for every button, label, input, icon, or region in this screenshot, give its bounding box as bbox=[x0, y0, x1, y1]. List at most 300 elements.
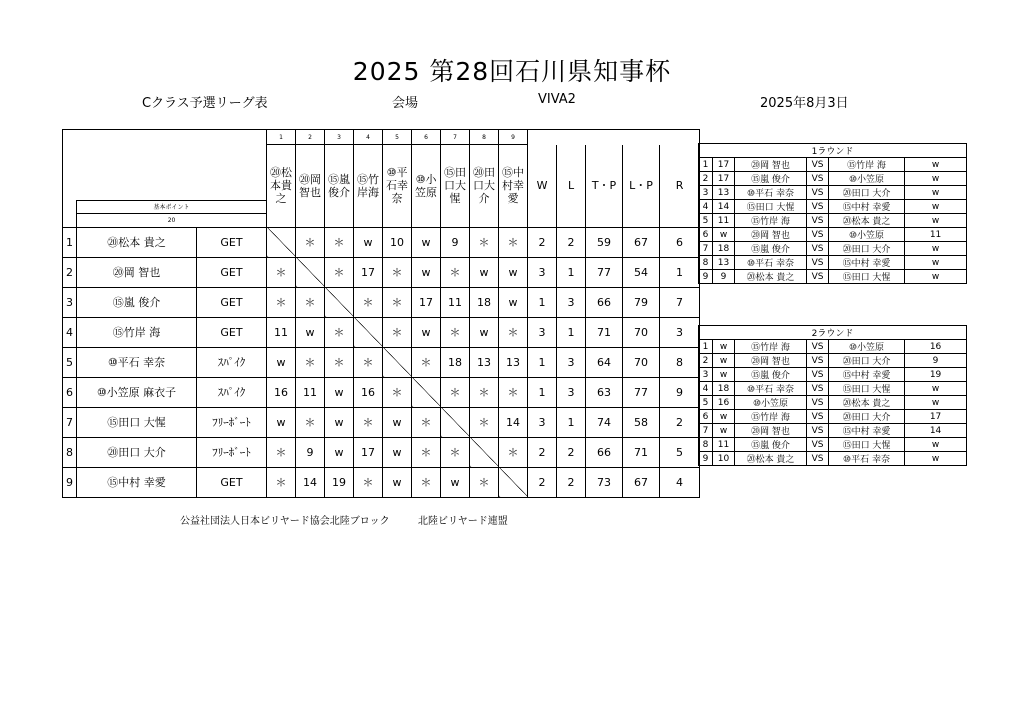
match-res: w bbox=[905, 256, 967, 270]
diagonal-cell bbox=[499, 467, 528, 497]
match-p1: ⑩平石 幸奈 bbox=[735, 256, 807, 270]
result-cell: w bbox=[499, 257, 528, 287]
player-row bbox=[63, 407, 700, 437]
match-no: 9 bbox=[699, 452, 713, 466]
player-index: 7 bbox=[63, 407, 77, 437]
match-res: w bbox=[905, 186, 967, 200]
opponent-header: ⑳田口大介 bbox=[470, 145, 499, 228]
match-vs: VS bbox=[807, 340, 829, 354]
match-p1: ⑮田口 大惺 bbox=[735, 200, 807, 214]
result-cell: 18 bbox=[441, 347, 470, 377]
match-p2: ⑳松本 貴之 bbox=[829, 214, 905, 228]
player-name: ⑳田口 大介 bbox=[77, 437, 197, 467]
result-cell: ＊ bbox=[296, 407, 325, 437]
result-cell: ＊ bbox=[267, 287, 296, 317]
result-cell: 14 bbox=[296, 467, 325, 497]
match-res: w bbox=[905, 382, 967, 396]
result-cell: w bbox=[412, 317, 441, 347]
match-no: 4 bbox=[699, 200, 713, 214]
player-team: GET bbox=[197, 287, 267, 317]
player-name: ⑩小笠原 麻衣子 bbox=[77, 377, 197, 407]
match-no: 5 bbox=[699, 396, 713, 410]
player-team: ｽﾊﾟｲｸ bbox=[197, 377, 267, 407]
player-index: 6 bbox=[63, 377, 77, 407]
diagonal-cell bbox=[354, 317, 383, 347]
match-vs: VS bbox=[807, 228, 829, 242]
match-vs: VS bbox=[807, 452, 829, 466]
footer-org-block: 公益社団法人日本ビリヤード協会北陸ブロック bbox=[180, 516, 390, 527]
player-index: 2 bbox=[63, 257, 77, 287]
class-label: Cクラス予選リーグ表 bbox=[142, 96, 268, 111]
match-row bbox=[699, 410, 967, 424]
result-cell: ＊ bbox=[499, 317, 528, 347]
match-vs: VS bbox=[807, 410, 829, 424]
match-p1: ⑮嵐 俊介 bbox=[735, 368, 807, 382]
result-cell: w bbox=[325, 437, 354, 467]
header-corner bbox=[63, 130, 267, 145]
match-vs: VS bbox=[807, 158, 829, 172]
result-cell: ＊ bbox=[354, 347, 383, 377]
stat-r: 8 bbox=[660, 347, 700, 377]
match-vs: VS bbox=[807, 368, 829, 382]
match-row bbox=[699, 396, 967, 410]
match-p2: ⑮竹岸 海 bbox=[829, 158, 905, 172]
match-no: 2 bbox=[699, 354, 713, 368]
match-vs: VS bbox=[807, 186, 829, 200]
player-name: ⑳松本 貴之 bbox=[77, 227, 197, 257]
match-row bbox=[699, 340, 967, 354]
match-vs: VS bbox=[807, 354, 829, 368]
stat-r: 1 bbox=[660, 257, 700, 287]
player-index: 1 bbox=[63, 227, 77, 257]
match-res: 9 bbox=[905, 354, 967, 368]
match-p2: ⑳松本 貴之 bbox=[829, 396, 905, 410]
round-2-table bbox=[698, 325, 967, 466]
match-p2: ⑳田口 大介 bbox=[829, 242, 905, 256]
match-res: w bbox=[905, 200, 967, 214]
col-index: 6 bbox=[412, 130, 441, 145]
col-index: 3 bbox=[325, 130, 354, 145]
player-team: GET bbox=[197, 317, 267, 347]
match-no: 9 bbox=[699, 270, 713, 284]
diagonal-cell bbox=[470, 437, 499, 467]
result-cell: ＊ bbox=[296, 227, 325, 257]
result-cell: ＊ bbox=[296, 287, 325, 317]
result-cell: 16 bbox=[267, 377, 296, 407]
result-cell: 17 bbox=[412, 287, 441, 317]
opponent-header: ⑳岡智也 bbox=[296, 145, 325, 228]
result-cell: ＊ bbox=[267, 257, 296, 287]
match-p2: ⑮中村 幸愛 bbox=[829, 256, 905, 270]
result-cell: ＊ bbox=[441, 437, 470, 467]
result-cell: ＊ bbox=[296, 347, 325, 377]
result-cell: ＊ bbox=[325, 257, 354, 287]
match-no: 7 bbox=[699, 242, 713, 256]
match-p2: ⑮中村 幸愛 bbox=[829, 200, 905, 214]
player-index: 9 bbox=[63, 467, 77, 497]
result-cell: ＊ bbox=[354, 287, 383, 317]
stat-lp: 67 bbox=[623, 467, 660, 497]
col-index: 8 bbox=[470, 130, 499, 145]
result-cell: ＊ bbox=[383, 287, 412, 317]
match-p2: ⑳田口 大介 bbox=[829, 354, 905, 368]
match-res: w bbox=[905, 438, 967, 452]
match-table: w bbox=[713, 410, 735, 424]
stat-lp: 58 bbox=[623, 407, 660, 437]
result-cell: ＊ bbox=[354, 467, 383, 497]
player-row bbox=[63, 317, 700, 347]
stat-tp: 74 bbox=[586, 407, 623, 437]
match-p1: ⑳岡 智也 bbox=[735, 354, 807, 368]
stat-w: 3 bbox=[528, 407, 557, 437]
match-vs: VS bbox=[807, 200, 829, 214]
result-cell: ＊ bbox=[441, 257, 470, 287]
match-res: 19 bbox=[905, 368, 967, 382]
page-title: 2025 第28回石川県知事杯 bbox=[352, 57, 672, 86]
result-cell: 13 bbox=[470, 347, 499, 377]
player-name: ⑮竹岸 海 bbox=[77, 317, 197, 347]
match-vs: VS bbox=[807, 214, 829, 228]
stat-w: 3 bbox=[528, 257, 557, 287]
stat-r: 3 bbox=[660, 317, 700, 347]
stat-r: 7 bbox=[660, 287, 700, 317]
result-cell: w bbox=[325, 377, 354, 407]
stat-tp: 66 bbox=[586, 287, 623, 317]
match-p2: ⑩平石 幸奈 bbox=[829, 452, 905, 466]
col-index: 1 bbox=[267, 130, 296, 145]
match-p2: ⑩小笠原 bbox=[829, 228, 905, 242]
player-index: 8 bbox=[63, 437, 77, 467]
player-team: ﾌﾘｰﾎﾞｰﾄ bbox=[197, 407, 267, 437]
opponent-header: ⑮中村幸愛 bbox=[499, 145, 528, 228]
result-cell: 14 bbox=[499, 407, 528, 437]
match-p2: ⑳田口 大介 bbox=[829, 186, 905, 200]
result-cell: 16 bbox=[354, 377, 383, 407]
player-name: ⑳岡 智也 bbox=[77, 257, 197, 287]
stat-l: 2 bbox=[557, 467, 586, 497]
stat-r: 2 bbox=[660, 407, 700, 437]
match-p2: ⑩小笠原 bbox=[829, 172, 905, 186]
match-table: 16 bbox=[713, 396, 735, 410]
stat-l: 2 bbox=[557, 437, 586, 467]
match-vs: VS bbox=[807, 242, 829, 256]
match-res: 14 bbox=[905, 424, 967, 438]
col-index: 2 bbox=[296, 130, 325, 145]
player-index: 5 bbox=[63, 347, 77, 377]
match-table: w bbox=[713, 368, 735, 382]
opponent-header: ⑳松本貴之 bbox=[267, 145, 296, 228]
match-vs: VS bbox=[807, 382, 829, 396]
match-row bbox=[699, 452, 967, 466]
match-p1: ⑩平石 幸奈 bbox=[735, 382, 807, 396]
match-row bbox=[699, 228, 967, 242]
match-table: 10 bbox=[713, 452, 735, 466]
stat-l: 2 bbox=[557, 227, 586, 257]
result-cell: ＊ bbox=[267, 467, 296, 497]
stat-l: 1 bbox=[557, 317, 586, 347]
match-row bbox=[699, 214, 967, 228]
round-title: 2ラウンド bbox=[699, 326, 967, 340]
result-cell: ＊ bbox=[412, 467, 441, 497]
stat-lp: 67 bbox=[623, 227, 660, 257]
player-team: GET bbox=[197, 257, 267, 287]
player-name: ⑮嵐 俊介 bbox=[77, 287, 197, 317]
match-vs: VS bbox=[807, 424, 829, 438]
match-row bbox=[699, 172, 967, 186]
result-cell: 9 bbox=[441, 227, 470, 257]
match-p1: ⑮竹岸 海 bbox=[735, 410, 807, 424]
player-team: GET bbox=[197, 227, 267, 257]
result-cell: w bbox=[383, 437, 412, 467]
player-name: ⑩平石 幸奈 bbox=[77, 347, 197, 377]
result-cell: ＊ bbox=[412, 407, 441, 437]
match-p1: ⑮嵐 俊介 bbox=[735, 172, 807, 186]
match-vs: VS bbox=[807, 172, 829, 186]
match-res: w bbox=[905, 270, 967, 284]
match-no: 3 bbox=[699, 186, 713, 200]
match-p2: ⑩小笠原 bbox=[829, 340, 905, 354]
result-cell: w bbox=[383, 407, 412, 437]
match-no: 4 bbox=[699, 382, 713, 396]
header-corner-blank bbox=[63, 145, 267, 201]
match-vs: VS bbox=[807, 256, 829, 270]
stat-l: 3 bbox=[557, 377, 586, 407]
stat-w: 1 bbox=[528, 377, 557, 407]
result-cell: w bbox=[441, 467, 470, 497]
match-p2: ⑳田口 大介 bbox=[829, 410, 905, 424]
match-table: 18 bbox=[713, 382, 735, 396]
result-cell: ＊ bbox=[470, 467, 499, 497]
match-res: w bbox=[905, 158, 967, 172]
stat-l: 3 bbox=[557, 287, 586, 317]
stat-lp: 54 bbox=[623, 257, 660, 287]
result-cell: 10 bbox=[383, 227, 412, 257]
result-cell: ＊ bbox=[470, 407, 499, 437]
result-cell: ＊ bbox=[325, 317, 354, 347]
stat-w: 2 bbox=[528, 467, 557, 497]
opponent-header: ⑩小笠原 bbox=[412, 145, 441, 228]
col-index: 7 bbox=[441, 130, 470, 145]
footer-org-federation: 北陸ビリヤード連盟 bbox=[417, 516, 508, 527]
match-vs: VS bbox=[807, 270, 829, 284]
venue-label: 会場 bbox=[392, 96, 419, 111]
match-no: 8 bbox=[699, 438, 713, 452]
match-row bbox=[699, 186, 967, 200]
diagonal-cell bbox=[412, 377, 441, 407]
match-table: 11 bbox=[713, 438, 735, 452]
match-p1: ⑳松本 貴之 bbox=[735, 452, 807, 466]
match-res: w bbox=[905, 396, 967, 410]
diagonal-cell bbox=[296, 257, 325, 287]
match-res: 17 bbox=[905, 410, 967, 424]
result-cell: ＊ bbox=[470, 377, 499, 407]
stat-tp: 73 bbox=[586, 467, 623, 497]
result-cell: ＊ bbox=[267, 437, 296, 467]
result-cell: 13 bbox=[499, 347, 528, 377]
result-cell: ＊ bbox=[412, 347, 441, 377]
match-p1: ⑮嵐 俊介 bbox=[735, 438, 807, 452]
match-no: 6 bbox=[699, 410, 713, 424]
result-cell: ＊ bbox=[383, 257, 412, 287]
player-team: ｽﾊﾟｲｸ bbox=[197, 347, 267, 377]
result-cell: w bbox=[267, 347, 296, 377]
col-index: 5 bbox=[383, 130, 412, 145]
match-p2: ⑮中村 幸愛 bbox=[829, 424, 905, 438]
player-row bbox=[63, 287, 700, 317]
diagonal-cell bbox=[325, 287, 354, 317]
stat-tp: 64 bbox=[586, 347, 623, 377]
match-table: 17 bbox=[713, 158, 735, 172]
round-title: 1ラウンド bbox=[699, 144, 967, 158]
match-p1: ⑩小笠原 bbox=[735, 396, 807, 410]
stat-lp: 70 bbox=[623, 317, 660, 347]
match-row bbox=[699, 270, 967, 284]
opponent-header: ⑮竹岸海 bbox=[354, 145, 383, 228]
stat-r: 6 bbox=[660, 227, 700, 257]
opponent-header: ⑮田口大惺 bbox=[441, 145, 470, 228]
match-no: 1 bbox=[699, 158, 713, 172]
match-row bbox=[699, 256, 967, 270]
match-table: 9 bbox=[713, 270, 735, 284]
match-no: 3 bbox=[699, 368, 713, 382]
match-p1: ⑮嵐 俊介 bbox=[735, 242, 807, 256]
result-cell: w bbox=[267, 407, 296, 437]
match-no: 5 bbox=[699, 214, 713, 228]
result-cell: w bbox=[499, 287, 528, 317]
stat-header: L・P bbox=[623, 145, 660, 228]
result-cell: w bbox=[470, 257, 499, 287]
stat-tp: 66 bbox=[586, 437, 623, 467]
match-p1: ⑳松本 貴之 bbox=[735, 270, 807, 284]
match-table: w bbox=[713, 228, 735, 242]
player-row bbox=[63, 347, 700, 377]
match-table: w bbox=[713, 424, 735, 438]
event-date: 2025年8月3日 bbox=[760, 96, 849, 111]
stat-w: 2 bbox=[528, 437, 557, 467]
result-cell: 11 bbox=[267, 317, 296, 347]
stat-l: 3 bbox=[557, 347, 586, 377]
match-no: 8 bbox=[699, 256, 713, 270]
stat-w: 1 bbox=[528, 347, 557, 377]
league-table bbox=[62, 129, 700, 498]
player-row bbox=[63, 437, 700, 467]
match-no: 2 bbox=[699, 172, 713, 186]
stat-header-spacer bbox=[528, 130, 700, 145]
match-res: w bbox=[905, 242, 967, 256]
stat-lp: 77 bbox=[623, 377, 660, 407]
result-cell: 11 bbox=[441, 287, 470, 317]
result-cell: w bbox=[383, 467, 412, 497]
result-cell: w bbox=[470, 317, 499, 347]
player-row bbox=[63, 467, 700, 497]
match-p1: ⑳岡 智也 bbox=[735, 158, 807, 172]
stat-r: 5 bbox=[660, 437, 700, 467]
stat-lp: 70 bbox=[623, 347, 660, 377]
match-table: 18 bbox=[713, 242, 735, 256]
result-cell: 9 bbox=[296, 437, 325, 467]
result-cell: w bbox=[296, 317, 325, 347]
result-cell: ＊ bbox=[499, 377, 528, 407]
match-no: 6 bbox=[699, 228, 713, 242]
match-res: 16 bbox=[905, 340, 967, 354]
stat-header: R bbox=[660, 145, 700, 228]
result-cell: ＊ bbox=[499, 437, 528, 467]
result-cell: 17 bbox=[354, 257, 383, 287]
stat-tp: 71 bbox=[586, 317, 623, 347]
result-cell: ＊ bbox=[325, 347, 354, 377]
result-cell: ＊ bbox=[383, 377, 412, 407]
player-row bbox=[63, 257, 700, 287]
result-cell: w bbox=[325, 407, 354, 437]
base-point-value: 20 bbox=[77, 213, 267, 227]
match-row bbox=[699, 424, 967, 438]
match-p2: ⑮田口 大惺 bbox=[829, 270, 905, 284]
opponent-header: ⑩平石幸奈 bbox=[383, 145, 412, 228]
result-cell: ＊ bbox=[325, 227, 354, 257]
player-index: 3 bbox=[63, 287, 77, 317]
opponent-header: ⑮嵐俊介 bbox=[325, 145, 354, 228]
stat-r: 4 bbox=[660, 467, 700, 497]
match-table: 13 bbox=[713, 256, 735, 270]
player-name: ⑮田口 大惺 bbox=[77, 407, 197, 437]
stat-lp: 71 bbox=[623, 437, 660, 467]
result-cell: ＊ bbox=[441, 377, 470, 407]
venue-name: VIVA2 bbox=[538, 92, 576, 107]
result-cell: ＊ bbox=[499, 227, 528, 257]
player-index: 4 bbox=[63, 317, 77, 347]
match-p2: ⑮田口 大惺 bbox=[829, 382, 905, 396]
match-p1: ⑳岡 智也 bbox=[735, 228, 807, 242]
result-cell: 11 bbox=[296, 377, 325, 407]
match-p1: ⑮竹岸 海 bbox=[735, 214, 807, 228]
match-no: 1 bbox=[699, 340, 713, 354]
stat-tp: 63 bbox=[586, 377, 623, 407]
stat-l: 1 bbox=[557, 257, 586, 287]
match-table: w bbox=[713, 354, 735, 368]
col-index: 9 bbox=[499, 130, 528, 145]
result-cell: ＊ bbox=[383, 317, 412, 347]
result-cell: 18 bbox=[470, 287, 499, 317]
result-cell: 17 bbox=[354, 437, 383, 467]
result-cell: w bbox=[412, 227, 441, 257]
result-cell: ＊ bbox=[412, 437, 441, 467]
result-cell: ＊ bbox=[354, 407, 383, 437]
result-cell: 19 bbox=[325, 467, 354, 497]
player-team: ﾌﾘｰﾎﾞｰﾄ bbox=[197, 437, 267, 467]
stat-w: 1 bbox=[528, 287, 557, 317]
diagonal-cell bbox=[383, 347, 412, 377]
player-row bbox=[63, 377, 700, 407]
match-p1: ⑳岡 智也 bbox=[735, 424, 807, 438]
match-table: 14 bbox=[713, 200, 735, 214]
match-no: 7 bbox=[699, 424, 713, 438]
stat-tp: 59 bbox=[586, 227, 623, 257]
col-index: 4 bbox=[354, 130, 383, 145]
stat-header: W bbox=[528, 145, 557, 228]
match-p1: ⑮竹岸 海 bbox=[735, 340, 807, 354]
base-point-label: 基本ポイント bbox=[77, 200, 267, 213]
match-row bbox=[699, 438, 967, 452]
match-p1: ⑩平石 幸奈 bbox=[735, 186, 807, 200]
result-cell: ＊ bbox=[441, 317, 470, 347]
result-cell: ＊ bbox=[470, 227, 499, 257]
stat-l: 1 bbox=[557, 407, 586, 437]
match-vs: VS bbox=[807, 396, 829, 410]
match-row bbox=[699, 354, 967, 368]
stat-lp: 79 bbox=[623, 287, 660, 317]
match-p2: ⑮田口 大惺 bbox=[829, 438, 905, 452]
match-row bbox=[699, 382, 967, 396]
